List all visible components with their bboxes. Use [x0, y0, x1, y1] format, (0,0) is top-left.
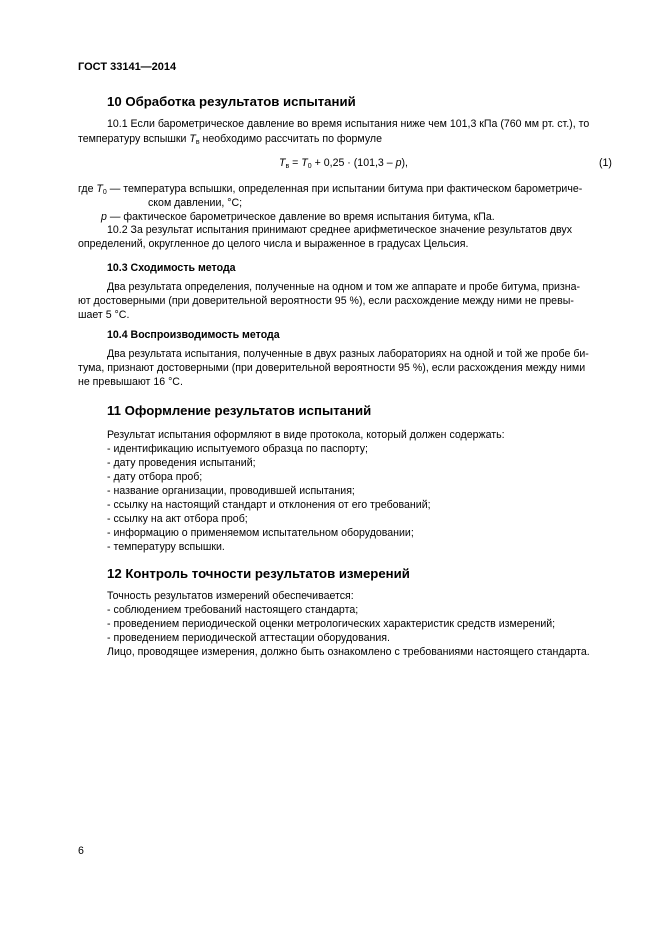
where-T0-line1: где $T_0$ — температура вспышки, определенная при испытании битума при фактическом барометриче- [78, 183, 583, 196]
list-item: - ссылку на акт отбора проб; [107, 513, 248, 525]
list-item: - ссылку на настоящий стандарт и отклонения от его требований; [107, 499, 431, 511]
section-12-intro: Точность результатов измерений обеспечивается: [107, 590, 354, 602]
para-10-4-line1: Два результата испытания, полученные в двух разных лабораториях на одной и той же пробе би- [107, 348, 589, 360]
section-11-intro: Результат испытания оформляют в виде протокола, который должен содержать: [107, 429, 505, 441]
section-10-title: 10 Обработка результатов испытаний [107, 94, 356, 109]
list-item: - название организации, проводившей испытания; [107, 485, 355, 497]
section-12-closing: Лицо, проводящее измерения, должно быть ознакомлено с требованиями настоящего стандарта. [107, 646, 590, 658]
para-10-2-line1: 10.2 За результат испытания принимают среднее арифметическое значение результатов двух [107, 224, 573, 236]
where-T0-line2: ском давлении, °С; [148, 197, 243, 209]
page-number: 6 [78, 845, 84, 857]
section-12-title: 12 Контроль точности результатов измерений [107, 566, 410, 581]
para-10-3-line3: шает 5 °С. [78, 309, 130, 321]
para-10-2-line2: определений, округленное до целого числа и выраженное в градусах Цельсия. [78, 238, 469, 250]
para-10-3-line1: Два результата определения, полученные на одном и том же аппарате и пробе битума, призна- [107, 281, 581, 293]
subsection-10-4-title: 10.4 Воспроизводимость метода [107, 329, 280, 341]
formula-1: $T_в = T_0 + 0,25 \cdot (101,3 - p)$, [279, 157, 408, 170]
list-item: - соблюдением требований настоящего стандарта; [107, 604, 359, 616]
document-header-code: ГОСТ 33141—2014 [78, 61, 177, 73]
para-10-4-line3: не превышают 16 °С. [78, 376, 183, 388]
para-10-3-line2: ют достоверными (при доверительной вероятности 95 %), если расхождение между ними не превы- [78, 295, 574, 307]
subsection-10-3-title: 10.3 Сходимость метода [107, 262, 236, 274]
para-10-1-line1: 10.1 Если барометрическое давление во время испытания ниже чем 101,3 кПа (760 мм рт. ст.), то [107, 118, 590, 130]
list-item: - температуру вспышки. [107, 541, 225, 553]
list-item: - дату отбора проб; [107, 471, 203, 483]
para-10-4-line2: тума, признают достоверными (при доверительной вероятности 95 %), если расхождения между ними [78, 362, 586, 374]
where-p: p — фактическое барометрическое давление во время испытания битума, кПа. [101, 211, 495, 223]
list-item: - информацию о применяемом испытательном оборудовании; [107, 527, 414, 539]
list-item: - проведением периодической аттестации оборудования. [107, 632, 390, 644]
list-item: - проведением периодической оценки метрологических характеристик средств измерений; [107, 618, 556, 630]
para-10-1-line2: температуру вспышки $T_в$ необходимо рассчитать по формуле [78, 133, 382, 146]
list-item: - дату проведения испытаний; [107, 457, 256, 469]
list-item: - идентификацию испытуемого образца по паспорту; [107, 443, 368, 455]
formula-number: (1) [599, 157, 612, 169]
section-11-title: 11 Оформление результатов испытаний [107, 403, 372, 418]
